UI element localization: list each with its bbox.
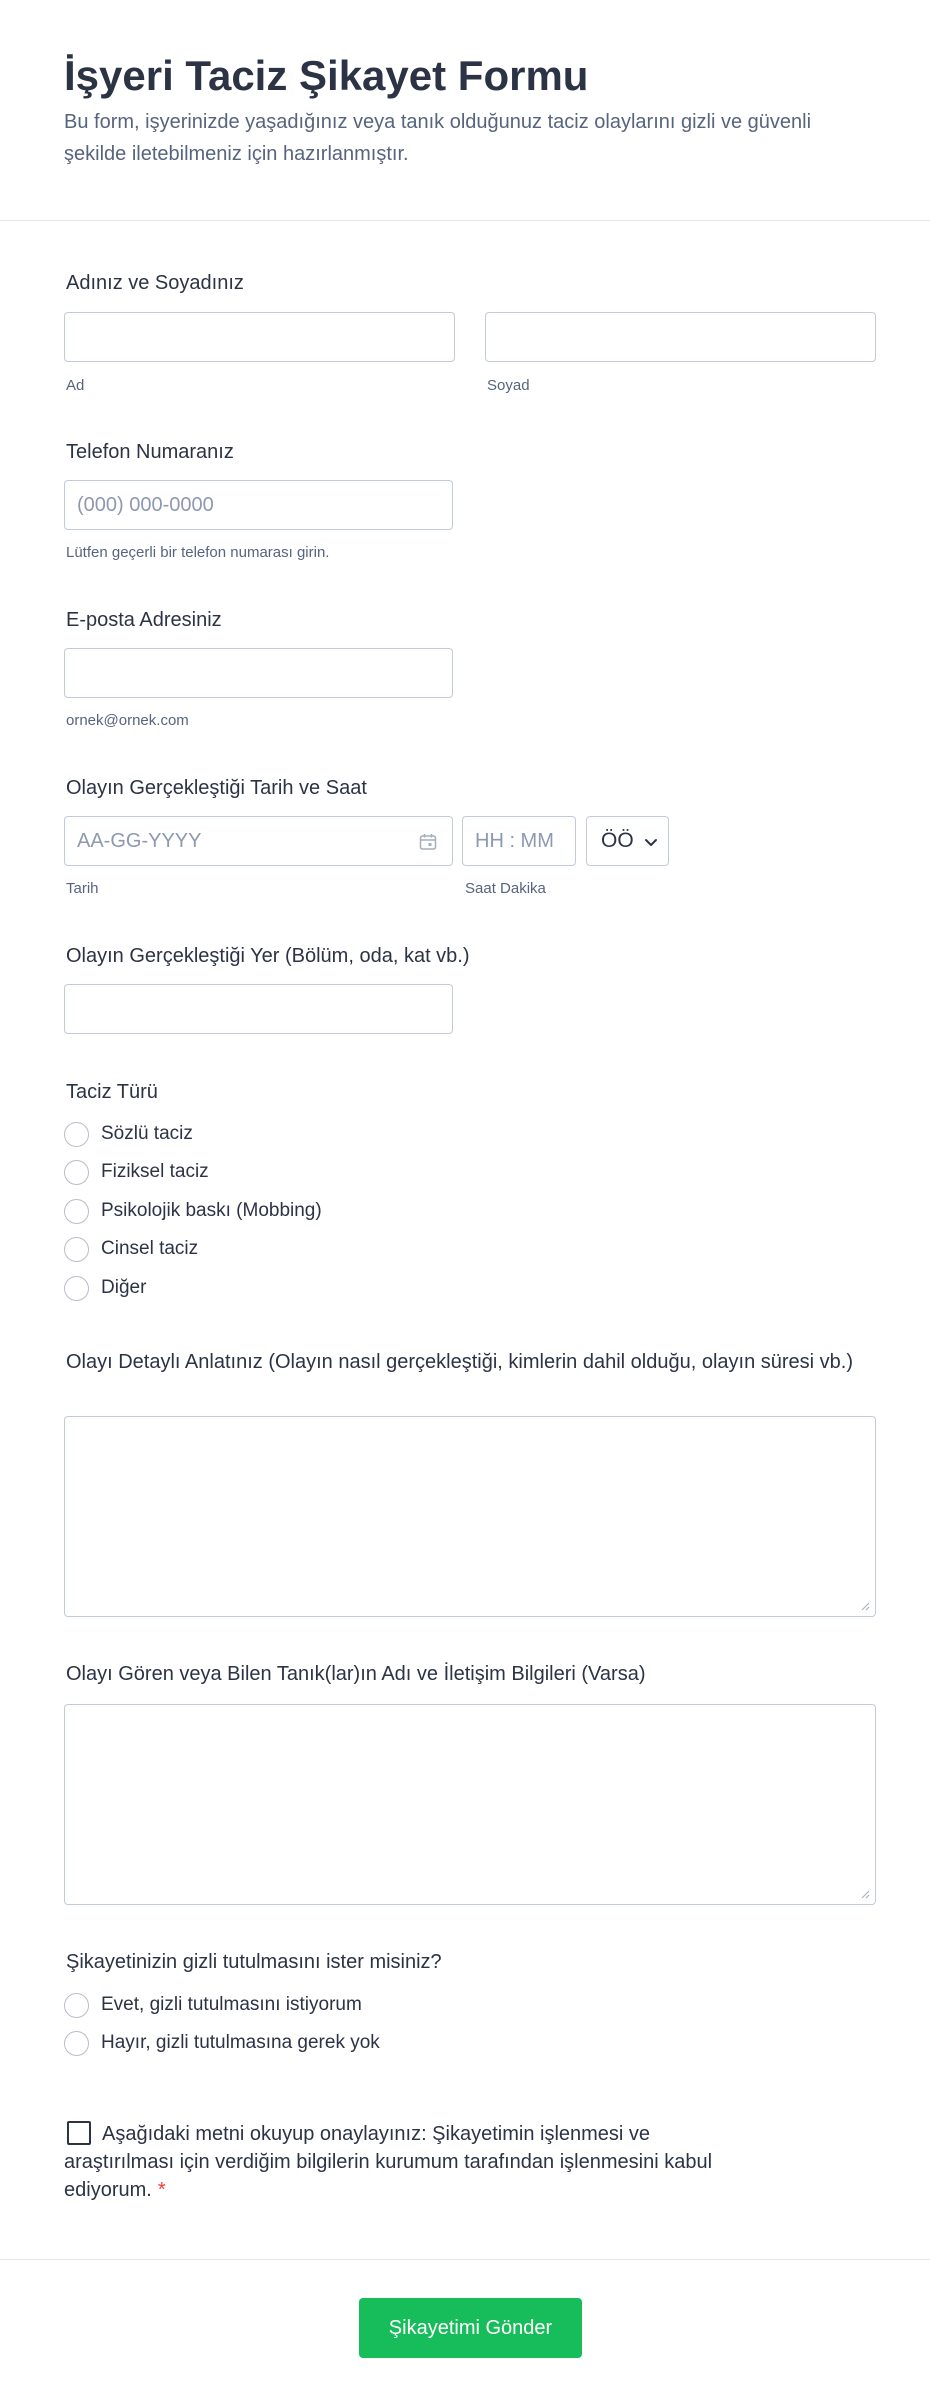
radio-option-physical[interactable] (64, 1159, 209, 1185)
radio-button[interactable] (64, 2031, 89, 2056)
date-sublabel: Tarih (66, 880, 99, 897)
radio-option-label: Hayır, gizli tutulmasına gerek yok (101, 2032, 380, 2053)
consent-text-body: Aşağıdaki metni okuyup onaylayınız: Şikayetimin işlenmesi ve araştırılması için verdiğim bilgilerin kurumum tarafından işlenmesini kabul ediyorum. (64, 2123, 713, 2201)
radio-button[interactable] (64, 1276, 89, 1301)
radio-option-label: Cinsel taciz (101, 1238, 199, 1259)
radio-button[interactable] (64, 1237, 89, 1262)
time-sublabel: Saat Dakika (465, 880, 546, 897)
date-input[interactable] (64, 816, 453, 866)
radio-button[interactable] (64, 1993, 89, 2018)
first-name-sublabel: Ad (66, 377, 85, 394)
time-input[interactable] (462, 816, 576, 866)
location-label: Olayın Gerçekleştiği Yer (Bölüm, oda, kat vb.) (66, 945, 470, 967)
radio-option-other[interactable] (64, 1275, 146, 1301)
email-label: E-posta Adresiniz (66, 609, 222, 631)
phone-label: Telefon Numaranız (66, 441, 234, 463)
radio-option-mobbing[interactable] (64, 1198, 322, 1224)
consent-text (64, 2120, 764, 2204)
required-mark: * (157, 2179, 166, 2201)
harassment-type-label: Taciz Türü (66, 1081, 158, 1103)
email-input[interactable] (64, 648, 453, 698)
first-name-input[interactable] (64, 312, 455, 362)
details-label: Olayı Detaylı Anlatınız (Olayın nasıl gerçekleştiği, kimlerin dahil olduğu, olayın süresi vb.) (66, 1351, 854, 1373)
phone-input[interactable] (64, 480, 453, 530)
radio-option-label: Psikolojik baskı (Mobbing) (101, 1200, 322, 1221)
radio-button[interactable] (64, 1160, 89, 1185)
radio-option-label: Diğer (101, 1277, 147, 1298)
radio-button[interactable] (64, 1122, 89, 1147)
form-title: İşyeri Taciz Şikayet Formu (64, 52, 589, 99)
form-header (0, 0, 930, 221)
resize-grip-icon[interactable] (860, 1889, 870, 1899)
last-name-sublabel: Soyad (487, 377, 530, 394)
witnesses-textarea[interactable] (64, 1704, 876, 1905)
submit-button[interactable]: Şikayetimi Gönder (359, 2298, 582, 2358)
email-sublabel: ornek@ornek.com (66, 712, 189, 729)
radio-option-label: Evet, gizli tutulmasını istiyorum (101, 1994, 362, 2015)
radio-option-confidential-yes[interactable] (64, 1992, 362, 2018)
name-label: Adınız ve Soyadınız (66, 272, 244, 294)
witnesses-label: Olayı Gören veya Bilen Tanık(lar)ın Adı ve İletişim Bilgileri (Varsa) (66, 1663, 646, 1685)
radio-option-confidential-no[interactable] (64, 2030, 380, 2056)
details-textarea[interactable] (64, 1416, 876, 1617)
radio-option-label: Sözlü taciz (101, 1123, 193, 1144)
ampm-select[interactable] (586, 816, 669, 866)
footer-divider (0, 2259, 930, 2260)
form-description: Bu form, işyerinizde yaşadığınız veya tanık olduğunuz taciz olaylarını gizli ve güvenli şekilde iletebilmeniz için hazırlanmıştır. (64, 111, 812, 165)
chevron-down-icon (643, 834, 659, 850)
confidential-label: Şikayetinizin gizli tutulmasını ister misiniz? (66, 1951, 442, 1973)
last-name-input[interactable] (485, 312, 876, 362)
datetime-label: Olayın Gerçekleştiği Tarih ve Saat (66, 777, 367, 799)
radio-option-sexual[interactable] (64, 1236, 198, 1262)
radio-option-label: Fiziksel taciz (101, 1161, 209, 1182)
phone-sublabel: Lütfen geçerli bir telefon numarası girin. (66, 544, 330, 561)
resize-grip-icon[interactable] (860, 1601, 870, 1611)
calendar-icon[interactable] (418, 832, 438, 852)
consent-checkbox[interactable] (67, 2121, 91, 2145)
radio-option-verbal[interactable] (64, 1121, 193, 1147)
radio-button[interactable] (64, 1199, 89, 1224)
location-input[interactable] (64, 984, 453, 1034)
ampm-value: ÖÖ (601, 829, 634, 852)
